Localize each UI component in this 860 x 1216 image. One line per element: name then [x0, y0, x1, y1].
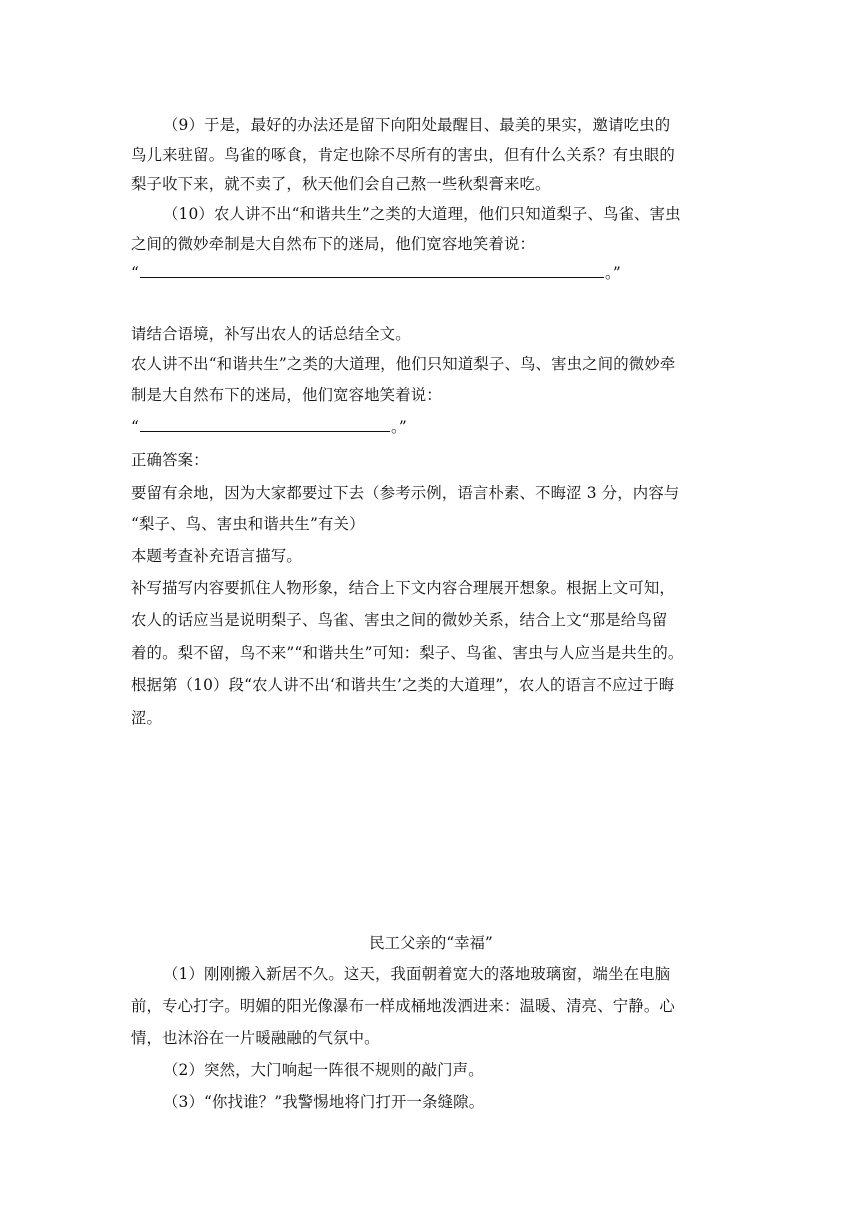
analysis-line-5: 涩。	[131, 709, 163, 727]
fill-in-blank-short	[140, 417, 390, 432]
quote-close: 。”	[605, 264, 621, 282]
answer-line-1: 要留有余地，因为大家都要过下去（参考示例，语言朴素、不晦涩 3 分，内容与	[131, 484, 680, 502]
question-quote-open: “	[131, 418, 140, 436]
np1-line-1: （1）刚刚搬入新居不久。这天，我面朝着宽大的落地玻璃窗，端坐在电脑	[163, 965, 671, 983]
analysis-line-1: 补写描写内容要抓住人物形象，结合上下文内容合理展开想象。根据上文可知，	[131, 579, 675, 597]
quote-open: “	[131, 264, 140, 282]
question-prompt: 请结合语境，补写出农人的话总结全文。	[131, 325, 411, 343]
analysis-line-3: 着的。梨不留，鸟不来”“和谐共生”可知：梨子、鸟雀、害虫与人应当是共生的。	[131, 644, 684, 662]
p9-line-3: 梨子收下来，就不卖了，秋天他们会自己熬一些秋梨膏来吃。	[131, 175, 551, 193]
question-context-line-2: 制是大自然布下的迷局，他们宽容地笑着说：	[131, 386, 442, 404]
p10-line-1: （10）农人讲不出“和谐共生”之类的大道理，他们只知道梨子、鸟雀、害虫	[163, 205, 681, 223]
p9-line-2: 鸟儿来驻留。鸟雀的啄食，肯定也除不尽所有的害虫，但有什么关系？有虫眼的	[131, 146, 675, 164]
p10-line-2: 之间的微妙牵制是大自然布下的迷局，他们宽容地笑着说：	[131, 235, 536, 253]
p9-line-1: （9）于是，最好的办法还是留下向阳处最醒目、最美的果实，邀请吃虫的	[163, 116, 671, 134]
question-quote-close: 。”	[391, 418, 407, 436]
answer-line-2: “梨子、鸟、害虫和谐共生”有关）	[131, 515, 365, 533]
np1-line-3: 情，也沐浴在一片暖融融的气氛中。	[131, 1029, 380, 1047]
answer-point: 本题考查补充语言描写。	[131, 547, 302, 565]
question-context-line-1: 农人讲不出“和谐共生”之类的大道理，他们只知道梨子、鸟、害虫之间的微妙牵	[131, 355, 676, 373]
np3-line: （3）“你找谁？”我警惕地将门打开一条缝隙。	[163, 1093, 485, 1111]
p10-quote-line	[131, 263, 621, 283]
passage-title: 民工父亲的“幸福”	[369, 934, 493, 952]
analysis-line-2: 农人的话应当是说明梨子、鸟雀、害虫之间的微妙关系，结合上文“那是给鸟留	[131, 611, 668, 629]
answer-label: 正确答案：	[131, 451, 209, 469]
fill-in-blank-long	[140, 263, 604, 278]
analysis-line-4: 根据第（10）段“农人讲不出‘和谐共生’之类的大道理”，农人的语言不应过于晦	[131, 676, 675, 694]
question-quote-line	[131, 417, 407, 437]
np1-line-2: 前，专心打字。明媚的阳光像瀑布一样成桶地泼洒进来：温暖、清亮、宁静。心	[131, 997, 675, 1015]
np2-line: （2）突然，大门响起一阵很不规则的敲门声。	[163, 1061, 484, 1079]
